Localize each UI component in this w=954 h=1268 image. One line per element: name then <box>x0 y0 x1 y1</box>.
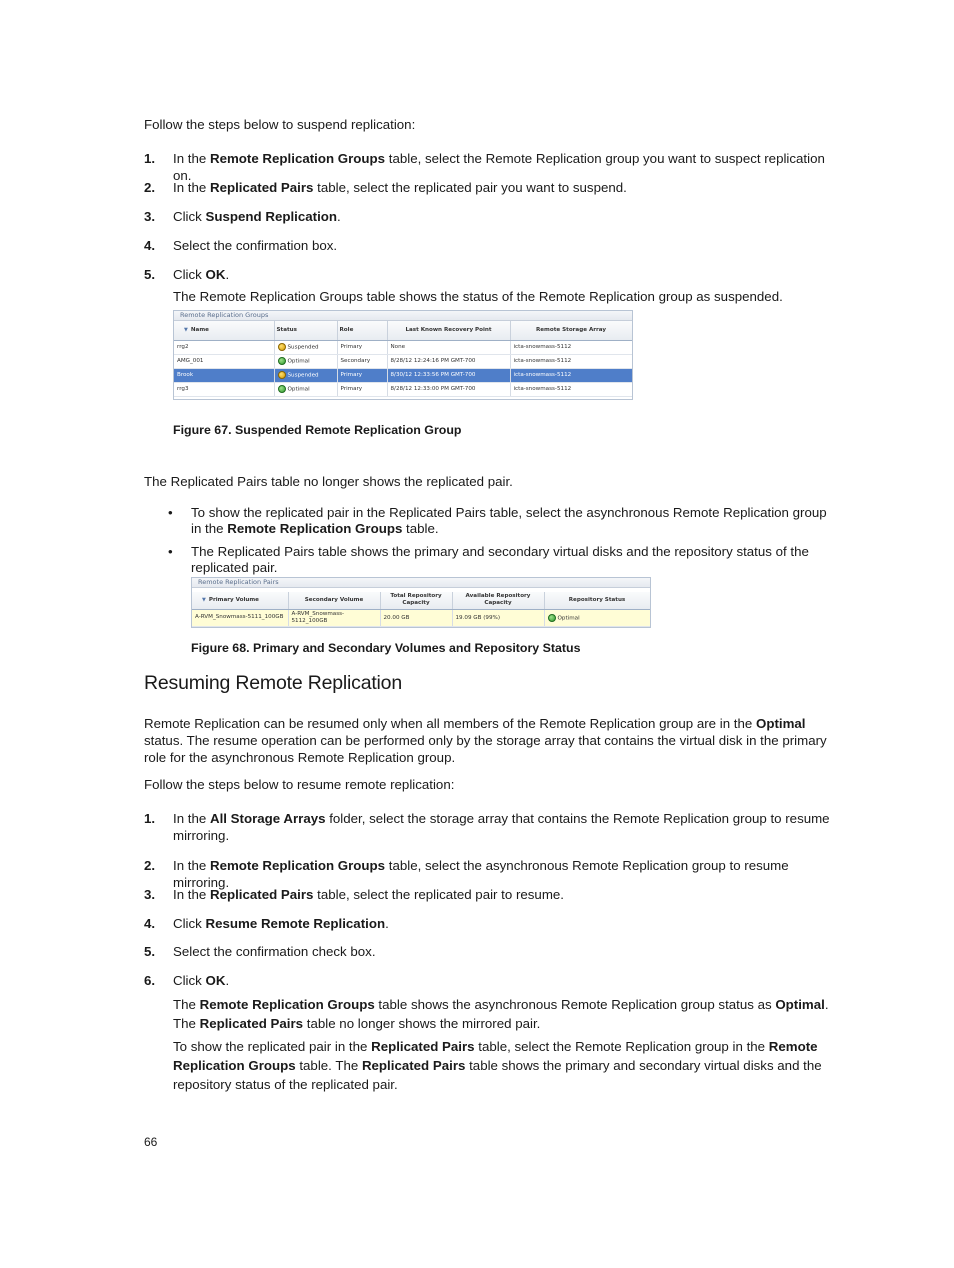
step-number: 2. <box>144 180 156 195</box>
cell-secondary: A-RVM_Snowmass-5112_100GB <box>288 609 380 626</box>
cell-role: Primary <box>337 368 387 382</box>
cell-recovery: 8/30/12 12:33:56 PM GMT-700 <box>387 368 510 382</box>
cell-recovery: 8/28/12 12:24:16 PM GMT-700 <box>387 354 510 368</box>
step-number: 4. <box>144 238 156 253</box>
table-row[interactable] <box>174 354 632 368</box>
step-ui-term: Replicated Pairs <box>209 180 314 195</box>
step-text: In the <box>173 887 210 902</box>
step-ui-term: Remote Replication Groups <box>209 858 386 873</box>
step-text: table, select the replicated pair to resume. <box>313 887 564 902</box>
column-header-name[interactable]: ▼ Name <box>174 321 274 340</box>
cell-primary: A-RVM_Snowmass-5111_100GB <box>192 609 288 626</box>
suspend-intro: Follow the steps below to suspend replication: <box>144 117 416 132</box>
cell-total: 20.00 GB <box>380 609 452 626</box>
step-ui-term: Remote Replication Groups <box>209 151 386 166</box>
table-row[interactable] <box>174 382 632 396</box>
column-header-repository-status[interactable]: Repository Status <box>544 592 650 609</box>
step-number: 6. <box>144 973 156 988</box>
optimal-icon <box>278 385 286 393</box>
optimal-icon <box>278 357 286 365</box>
cell-remote: icta-snowmass-5112 <box>510 354 632 368</box>
step-ui-term: All Storage Arrays <box>209 811 326 826</box>
page-number: 66 <box>144 1135 158 1149</box>
step-number: 3. <box>144 887 156 902</box>
table-row[interactable] <box>174 340 632 354</box>
column-header-secondary-volume[interactable]: Secondary Volume <box>288 592 380 609</box>
step-number: 2. <box>144 858 156 873</box>
step-number: 1. <box>144 811 156 826</box>
sort-desc-icon: ▼ <box>202 596 206 603</box>
cell-name: rrg2 <box>174 340 274 354</box>
bullet-icon: • <box>168 544 173 559</box>
bullet-text: The Replicated Pairs table shows the primary and secondary virtual disks and the repository status of the replicated pair. <box>191 544 809 575</box>
step-text: Click <box>173 267 206 282</box>
step-text: . <box>337 209 341 224</box>
no-longer-para: The Replicated Pairs table no longer shows the replicated pair. <box>144 474 513 489</box>
resume-intro: Follow the steps below to resume remote replication: <box>144 777 455 792</box>
step-number: 4. <box>144 916 156 931</box>
step-text: In the <box>173 151 210 166</box>
sort-desc-icon: ▼ <box>184 326 188 333</box>
cell-name: rrg3 <box>174 382 274 396</box>
step-number: 3. <box>144 209 156 224</box>
step-text: Click <box>173 209 206 224</box>
cell-remote: icta-snowmass-5112 <box>510 340 632 354</box>
column-header-recovery-point[interactable]: Last Known Recovery Point <box>387 321 510 340</box>
cell-role: Secondary <box>337 354 387 368</box>
step-ui-term: OK <box>205 973 226 988</box>
step-ui-term: Resume Remote Replication <box>205 916 386 931</box>
step-text: . <box>385 916 389 931</box>
step-ui-term: Replicated Pairs <box>209 887 314 902</box>
step-text: . <box>225 973 230 988</box>
step-text: folder, select the storage array that contains the Remote Replication group to resume mirroring. <box>173 811 830 843</box>
panel-title: Remote Replication Groups <box>174 311 632 321</box>
figure-68-caption: Figure 68. Primary and Secondary Volumes and Repository Status <box>191 641 581 655</box>
step-text: . <box>225 267 230 282</box>
step-text: In the <box>173 811 210 826</box>
cell-role: Primary <box>337 382 387 396</box>
cell-name: AMG_001 <box>174 354 274 368</box>
step-number: 1. <box>144 151 156 166</box>
step-text: Select the confirmation check box. <box>173 944 376 959</box>
cell-recovery: None <box>387 340 510 354</box>
cell-available: 19.09 GB (99%) <box>452 609 544 626</box>
cell-name: Brook <box>174 368 274 382</box>
suspended-icon <box>278 371 286 379</box>
bullet-text: To show the replicated pair in the Replicated Pairs table, select the asynchronous Remote Replication group in the <box>191 505 827 536</box>
cell-status: Optimal <box>274 354 337 368</box>
cell-remote: icta-snowmass-5112 <box>510 382 632 396</box>
panel-title: Remote Replication Pairs <box>192 578 650 588</box>
figure-67-caption: Figure 67. Suspended Remote Replication Group <box>173 423 462 437</box>
column-header-primary-volume[interactable]: ▼ Primary Volume <box>192 592 288 609</box>
cell-recovery: 8/28/12 12:33:00 PM GMT-700 <box>387 382 510 396</box>
remote-replication-groups-screenshot <box>173 310 633 400</box>
step-ui-term: OK <box>205 267 226 282</box>
step-text: Select the confirmation box. <box>173 238 338 253</box>
optimal-icon <box>548 614 556 622</box>
cell-status: Optimal <box>544 609 650 626</box>
step-text: table, select the Remote Replication group you want to suspect replication on. <box>173 151 825 183</box>
step6-note-1: The Remote Replication Groups table shows the asynchronous Remote Replication group status as Optimal. The Replicated Pairs table no longer shows the mirrored pair. <box>173 997 829 1031</box>
cell-remote: icta-snowmass-5112 <box>510 368 632 382</box>
step5-note: The Remote Replication Groups table shows the status of the Remote Replication group as suspended. <box>173 289 783 304</box>
remote-replication-pairs-screenshot <box>191 577 651 628</box>
step-text: Click <box>173 973 206 988</box>
suspended-icon <box>278 343 286 351</box>
remote-replication-groups-table <box>174 321 633 397</box>
bullet-ui-term: Remote Replication Groups <box>227 521 403 536</box>
step-number: 5. <box>144 267 156 282</box>
cell-role: Primary <box>337 340 387 354</box>
bullet-icon: • <box>168 505 173 520</box>
step-ui-term: Suspend Replication <box>205 209 338 224</box>
cell-status: Suspended <box>274 368 337 382</box>
cell-status: Suspended <box>274 340 337 354</box>
step-text: table, select the asynchronous Remote Replication group to resume mirroring. <box>173 858 789 890</box>
step6-note-2: To show the replicated pair in the Replicated Pairs table, select the Remote Replication group in the Remote Replication Groups table. The Replicated Pairs table shows the primary and secondary virtual disks and the repository status of the replicated pair. <box>173 1039 822 1092</box>
bullet-text: table. <box>402 521 439 536</box>
step-text: table, select the replicated pair you want to suspend. <box>313 180 627 195</box>
resume-para: Remote Replication can be resumed only when all members of the Remote Replication group are in the Optimal status. The resume operation can be performed only by the storage array that contains the virtual disk in the primary role for the asynchronous Remote Replication group. <box>144 716 827 765</box>
remote-replication-pairs-table <box>192 592 651 627</box>
table-row[interactable] <box>192 609 650 626</box>
column-header-status[interactable]: Status <box>274 321 337 340</box>
column-header-remote-array[interactable]: Remote Storage Array <box>510 321 632 340</box>
step-number: 5. <box>144 944 156 959</box>
step-text: Click <box>173 916 206 931</box>
section-heading: Resuming Remote Replication <box>144 672 402 694</box>
column-header-total-capacity[interactable]: Total Repository Capacity <box>380 592 452 609</box>
table-row-selected[interactable] <box>174 368 632 382</box>
step-text: In the <box>173 858 210 873</box>
cell-status: Optimal <box>274 382 337 396</box>
step-text: In the <box>173 180 210 195</box>
column-header-available-capacity[interactable]: Available Repository Capacity <box>452 592 544 609</box>
column-header-role[interactable]: Role <box>337 321 387 340</box>
